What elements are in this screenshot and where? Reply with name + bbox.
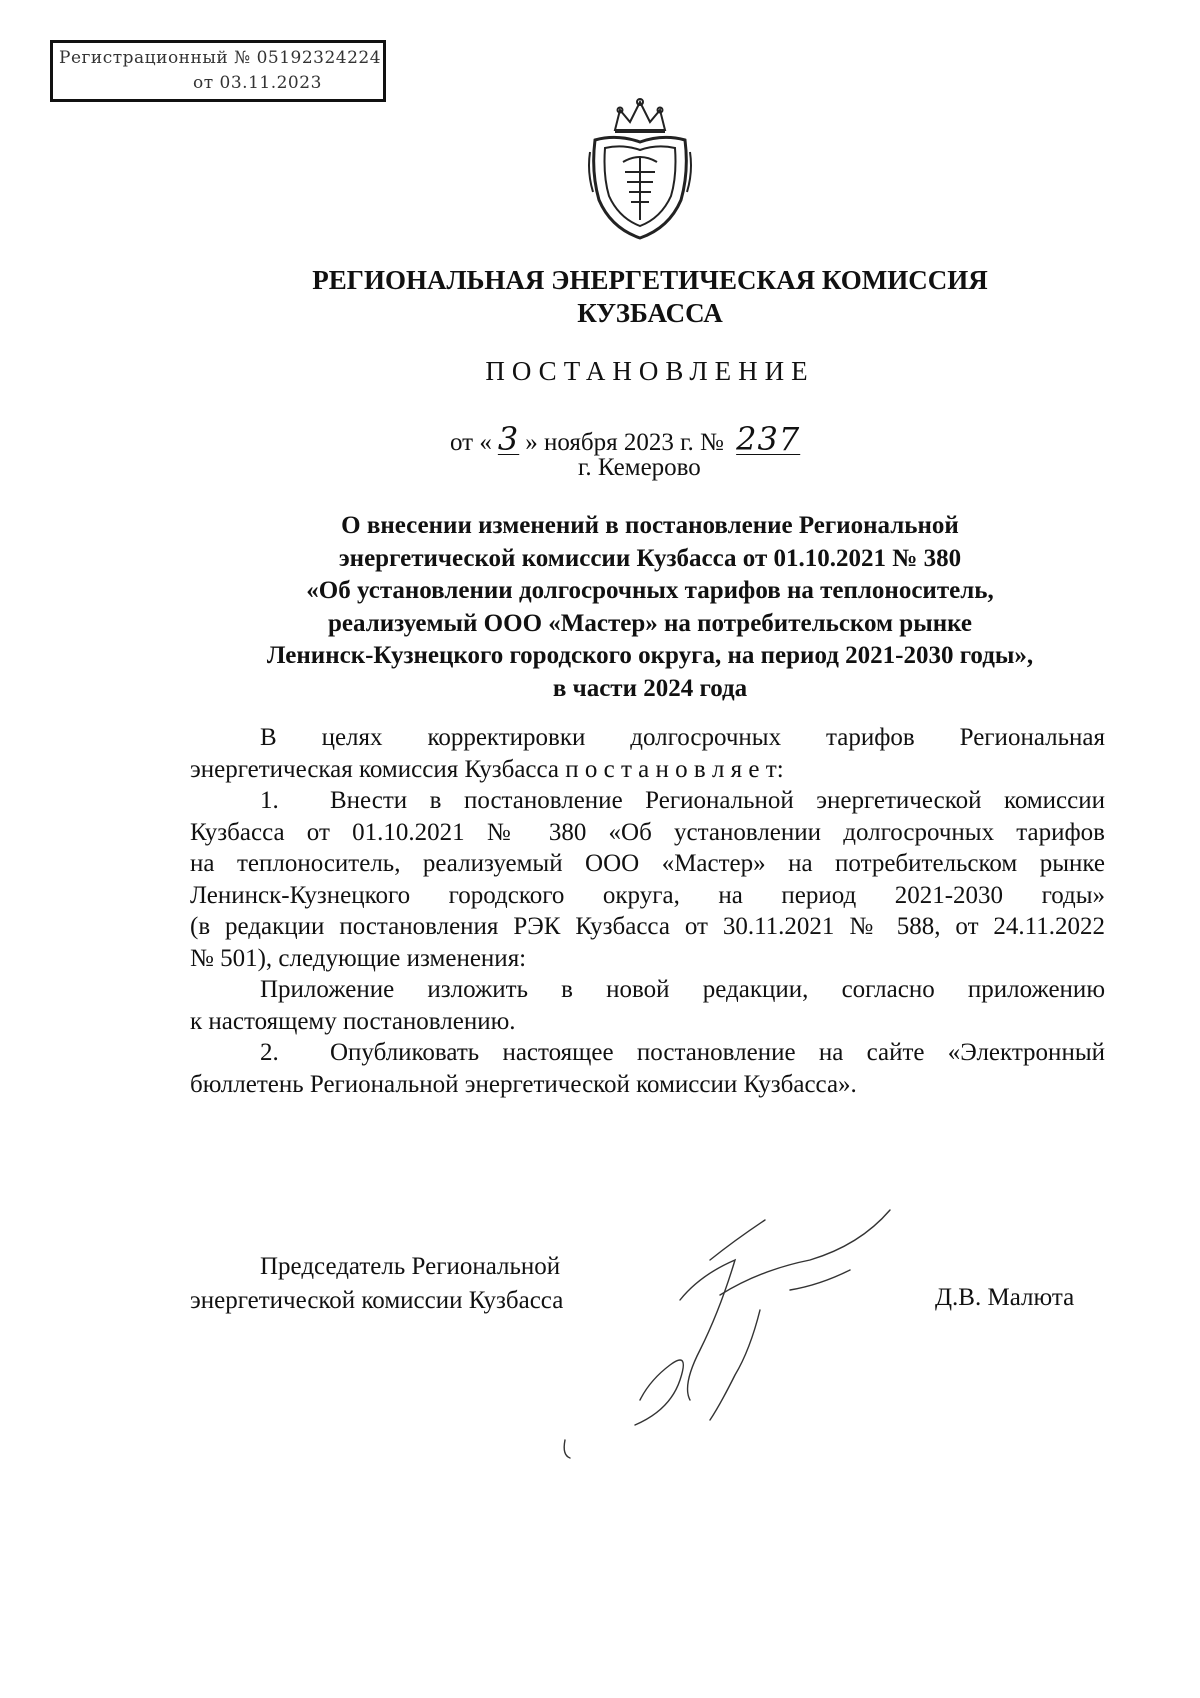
numbered-item-1 (190, 785, 1105, 817)
body-text (190, 722, 1105, 1100)
organization-title: РЕГИОНАЛЬНАЯ ЭНЕРГЕТИЧЕСКАЯ КОМИССИЯ (312, 265, 988, 295)
coat-of-arms-icon (585, 92, 695, 242)
city: г. Кемерово (578, 454, 701, 481)
registration-stamp (50, 40, 386, 102)
paragraph-line: В целях корректировки долгосрочных тарифов Региональная (260, 724, 1105, 751)
date-month-year: » ноября 2023 г. № (525, 429, 724, 456)
paragraph-line: Кузбасса от 01.10.2021 № 380 «Об установлении долгосрочных тарифов (190, 818, 1105, 846)
paragraph-line: Опубликовать настоящее постановление на сайте «Электронный (330, 1039, 1105, 1066)
date-day: 3 (497, 420, 520, 458)
paragraph-line: Внести в постановление Региональной энергетической комиссии (330, 787, 1105, 814)
date-line (450, 420, 806, 458)
paragraph-line: Ленинск-Кузнецкого городского округа, на период 2021-2030 годы» (190, 881, 1105, 909)
paragraph-line: (в редакции постановления РЭК Кузбасса от 30.11.2021 № 588, от 24.11.2022 (190, 913, 1105, 940)
signatory-name: Д.В. Малюта (935, 1284, 1075, 1311)
signatory-position (190, 1250, 563, 1318)
document-number: 237 (736, 420, 801, 458)
paragraph-line: на теплоноситель, реализуемый ООО «Мастер» на потребительском рынке (190, 850, 1105, 877)
registration-number: Регистрационный № 05192324224 (59, 48, 382, 68)
subject-line: энергетической комиссии Кузбасса от 01.10.2021 № 380 (338, 544, 962, 572)
position-line: Председатель Региональной (260, 1253, 561, 1280)
date-prefix: от « (450, 429, 492, 456)
subject-line: «Об установлении долгосрочных тарифов на теплоноситель, (306, 577, 994, 604)
paragraph-line: № 501), следующие изменения: (190, 944, 527, 972)
item-number: 2. (260, 1039, 279, 1066)
document-subject (190, 510, 1110, 705)
handwritten-signature (560, 1200, 980, 1460)
subject-line: в части 2024 года (552, 674, 748, 702)
subject-line: О внесении изменений в постановление Региональной (341, 512, 959, 539)
organization-title-region: КУЗБАССА (577, 298, 723, 328)
registration-date: от 03.11.2023 (193, 73, 322, 93)
document-type: ПОСТАНОВЛЕНИЕ (485, 356, 815, 386)
position-line: энергетической комиссии Кузбасса (190, 1287, 564, 1314)
paragraph-line: Приложение изложить в новой редакции, согласно приложению (260, 976, 1105, 1003)
subject-line: Ленинск-Кузнецкого городского округа, на период 2021-2030 годы», (266, 642, 1034, 669)
paragraph-line: бюллетень Региональной энергетической комиссии Кузбасса». (190, 1070, 857, 1098)
subject-line: реализуемый ООО «Мастер» на потребительском рынке (327, 609, 973, 637)
paragraph-line: к настоящему постановлению. (190, 1007, 516, 1035)
paragraph-line: энергетическая комиссия Кузбасса п о с т а н о в л я е т: (190, 755, 784, 783)
item-number: 1. (260, 787, 279, 814)
numbered-item-2 (190, 1037, 1105, 1069)
